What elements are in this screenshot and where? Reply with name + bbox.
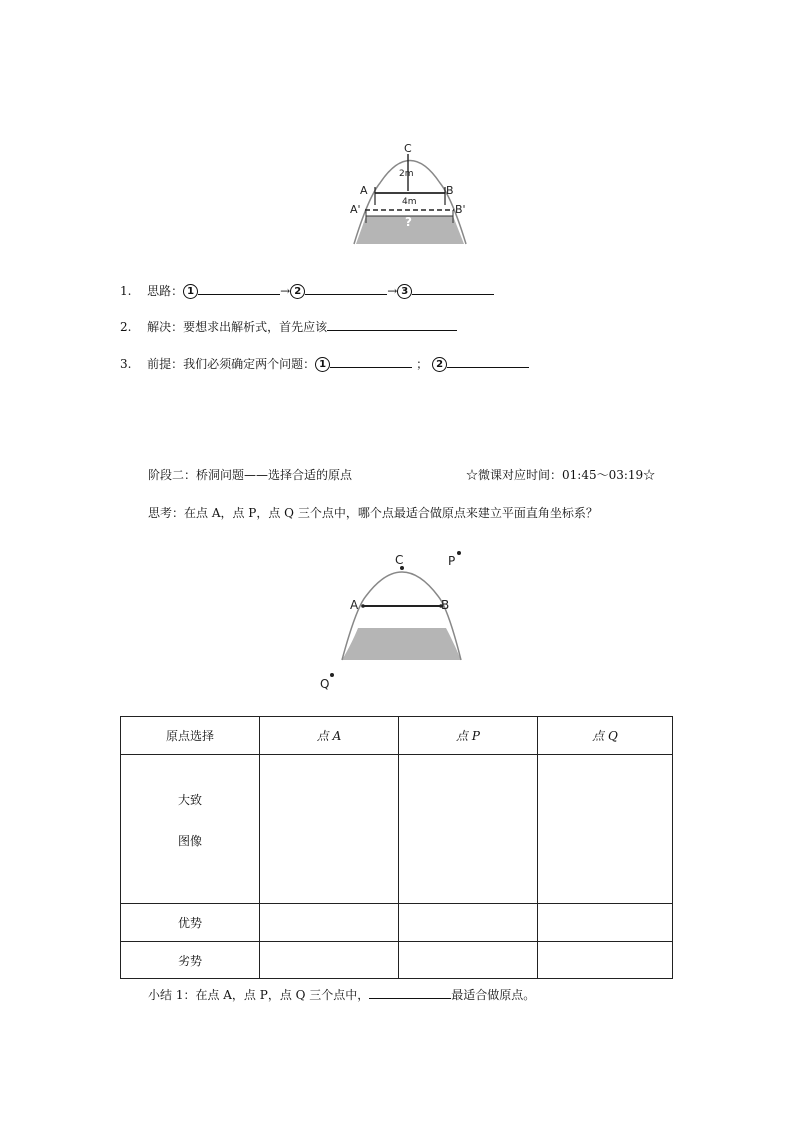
label-B: B bbox=[446, 184, 454, 197]
label-A: A bbox=[360, 184, 368, 197]
row-advantage-label: 优势 bbox=[121, 904, 260, 942]
answer-blank[interactable] bbox=[327, 319, 457, 331]
item-1 bbox=[120, 282, 494, 299]
answer-blank[interactable] bbox=[412, 283, 494, 295]
label-unknown: ? bbox=[405, 215, 412, 229]
label-C: C bbox=[395, 553, 404, 567]
item-2 bbox=[120, 318, 457, 335]
item-number: 3. bbox=[120, 357, 132, 371]
row-disadvantage-label: 劣势 bbox=[121, 942, 260, 979]
row-image-line1: 大致 bbox=[177, 793, 202, 807]
video-time: ☆微课对应时间：01:45～03:19☆ bbox=[466, 468, 656, 482]
circled-number: 2 bbox=[290, 284, 305, 299]
label-2m: 2m bbox=[399, 169, 414, 179]
label-B: B bbox=[441, 598, 450, 612]
arrow: → bbox=[387, 284, 398, 298]
circled-number: 2 bbox=[432, 357, 447, 372]
item-3 bbox=[120, 355, 529, 372]
label-4m: 4m bbox=[402, 197, 417, 207]
cell-adv-a[interactable] bbox=[260, 904, 399, 942]
answer-blank[interactable] bbox=[369, 987, 451, 999]
item-label: 解决：要想求出解析式，首先应该 bbox=[147, 320, 328, 334]
cell-image-q[interactable] bbox=[538, 755, 673, 904]
origin-table bbox=[120, 716, 673, 979]
item-number: 1. bbox=[120, 284, 132, 298]
header-point-p: 点 P bbox=[399, 717, 538, 755]
cell-image-a[interactable] bbox=[260, 755, 399, 904]
circled-number: 1 bbox=[183, 284, 198, 299]
cell-dis-p[interactable] bbox=[399, 942, 538, 979]
stage-title: 阶段二：桥洞问题——选择合适的原点 bbox=[148, 468, 353, 482]
item-label: 前提：我们必须确定两个问题： bbox=[147, 357, 316, 371]
label-C: C bbox=[404, 142, 412, 155]
label-A-prime: A' bbox=[350, 203, 361, 216]
circled-number: 3 bbox=[397, 284, 412, 299]
summary-prefix: 小结 1：在点 A，点 P，点 Q 三个点中， bbox=[148, 988, 370, 1002]
separator: ； bbox=[416, 357, 429, 371]
cell-dis-q[interactable] bbox=[538, 942, 673, 979]
row-image-label bbox=[121, 755, 260, 904]
answer-blank[interactable] bbox=[330, 356, 412, 368]
arrow: → bbox=[280, 284, 291, 298]
cell-dis-a[interactable] bbox=[260, 942, 399, 979]
header-point-q: 点 Q bbox=[538, 717, 673, 755]
label-B-prime: B' bbox=[455, 203, 466, 216]
label-Q: Q bbox=[320, 677, 330, 691]
summary-suffix: 最适合做原点。 bbox=[451, 988, 536, 1002]
item-number: 2. bbox=[120, 320, 132, 334]
bridge-figure-1 bbox=[340, 138, 480, 248]
label-P: P bbox=[448, 554, 456, 568]
summary bbox=[148, 986, 535, 1003]
row-image-line2: 图像 bbox=[177, 834, 202, 848]
answer-blank[interactable] bbox=[447, 356, 529, 368]
answer-blank[interactable] bbox=[198, 283, 280, 295]
cell-adv-q[interactable] bbox=[538, 904, 673, 942]
answer-blank[interactable] bbox=[305, 283, 387, 295]
cell-adv-p[interactable] bbox=[399, 904, 538, 942]
cell-image-p[interactable] bbox=[399, 755, 538, 904]
item-label: 思路： bbox=[147, 284, 184, 298]
think-question: 思考：在点 A，点 P，点 Q 三个点中，哪个点最适合做原点来建立平面直角坐标系？ bbox=[148, 506, 598, 520]
header-point-a: 点 A bbox=[260, 717, 399, 755]
bridge-figure-2 bbox=[316, 548, 476, 693]
circled-number: 1 bbox=[315, 357, 330, 372]
label-A: A bbox=[350, 598, 359, 612]
header-origin: 原点选择 bbox=[121, 717, 260, 755]
